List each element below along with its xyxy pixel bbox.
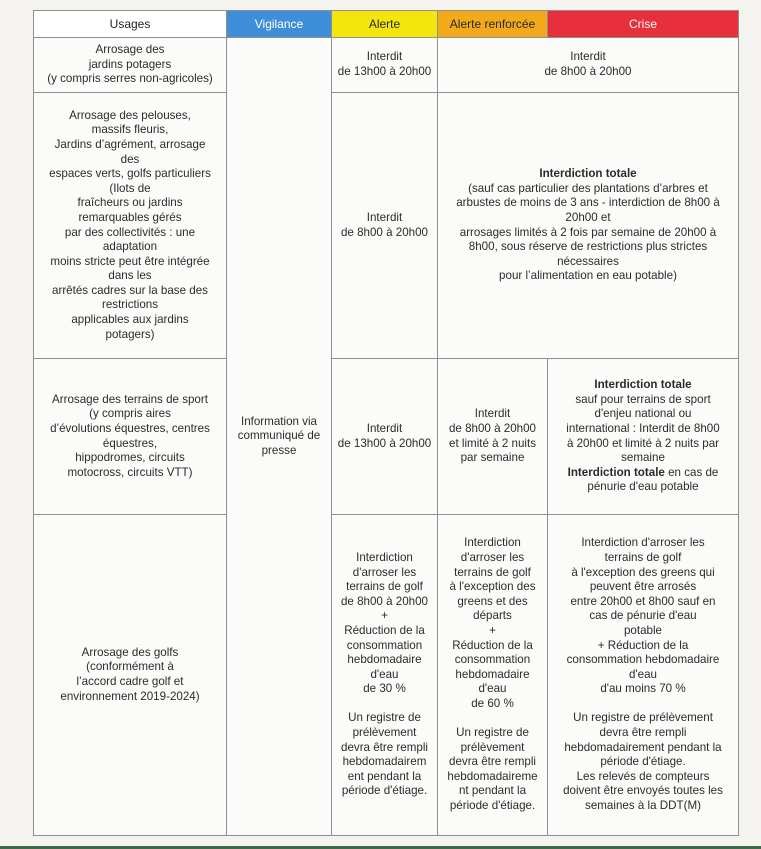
table-row	[34, 515, 739, 836]
header-row	[34, 11, 739, 38]
header-crise: Crise	[548, 11, 739, 38]
renforcee-crise-cell	[438, 93, 739, 359]
table-row	[34, 38, 739, 93]
usage-cell: Arrosage des terrains de sport (y compris aires d’évolutions équestres, centres équestres, hippodromes, circuits motocross, circuits VTT)	[34, 359, 227, 515]
interdiction-totale-text: (sauf cas particulier des plantations d’arbres et arbustes de moins de 3 ans - interdiction de 8h00 à 20h00 et arrosages limités à 2 fois par semaine de 20h00 à 8h00, sous réserve de restrictions plus strictes nécessaires pour l’alimentation en eau potable)	[456, 181, 720, 283]
interdiction-totale-title: Interdiction totale	[539, 167, 637, 181]
crise-cell: Interdiction d'arroser les terrains de golf à l'exception des greens qui peuvent être arrosés entre 20h00 et 8h00 sauf en cas de pénurie d'eau potable + Réduction de la consommation hebdomadaire d'eau d'au moins 70 % Un registre de prélèvement devra être rempli hebdomadairement pendant la période d'étiage. Les relevés de compteurs doivent être envoyés toutes les semaines à la DDT(M)	[548, 515, 739, 836]
renforcee-crise-cell: Interdit de 8h00 à 20h00	[438, 38, 739, 93]
vigilance-cell: Information via communiqué de presse	[227, 38, 332, 836]
crise-text-2: en cas de pénurie d'eau potable	[587, 465, 719, 494]
alerte-cell: Interdit de 13h00 à 20h00	[332, 38, 438, 93]
crise-bold-2: Interdiction totale	[567, 465, 665, 479]
header-vigilance: Vigilance	[227, 11, 332, 38]
crise-text: sauf pour terrains de sport d'enjeu national ou international : Interdit de 8h00 à 20h00 et limité à 2 nuits par semaine	[566, 392, 720, 465]
table-row	[34, 93, 739, 359]
crise-title: Interdiction totale	[594, 378, 692, 392]
renforcee-cell: Interdiction d'arroser les terrains de golf à l'exception des greens et des départs + Réduction de la consommation hebdomadaire d'eau de 60 % Un registre de prélèvement devra être rempli hebdomadaireme nt pendant la période d'étiage.	[438, 515, 548, 836]
alerte-cell: Interdiction d'arroser les terrains de golf de 8h00 à 20h00 + Réduction de la consommation hebdomadaire d'eau de 30 % Un registre de prélèvement devra être rempli hebdomadairem ent pendant la période d'étiage.	[332, 515, 438, 836]
alerte-cell: Interdit de 13h00 à 20h00	[332, 359, 438, 515]
alerte-cell: Interdit de 8h00 à 20h00	[332, 93, 438, 359]
header-alerte: Alerte	[332, 11, 438, 38]
usage-cell: Arrosage des jardins potagers (y compris serres non-agricoles)	[34, 38, 227, 93]
renforcee-cell: Interdit de 8h00 à 20h00 et limité à 2 nuits par semaine	[438, 359, 548, 515]
crise-cell	[548, 359, 739, 515]
usage-cell: Arrosage des golfs (conformément à l’accord cadre golf et environnement 2019-2024)	[34, 515, 227, 836]
table-row	[34, 359, 739, 515]
usage-cell: Arrosage des pelouses, massifs fleuris, Jardins d’agrément, arrosage des espaces verts, golfs particuliers (Ilots de fraîcheurs ou jardins remarquables gérés par des collectivités : une adaptation moins stricte peut être intégrée dans les arrêtés cadres sur la base des restrictions applicables aux jardins potagers)	[34, 93, 227, 359]
header-usages: Usages	[34, 11, 227, 38]
header-alerte-renforcee: Alerte renforcée	[438, 11, 548, 38]
restrictions-table	[33, 10, 739, 836]
